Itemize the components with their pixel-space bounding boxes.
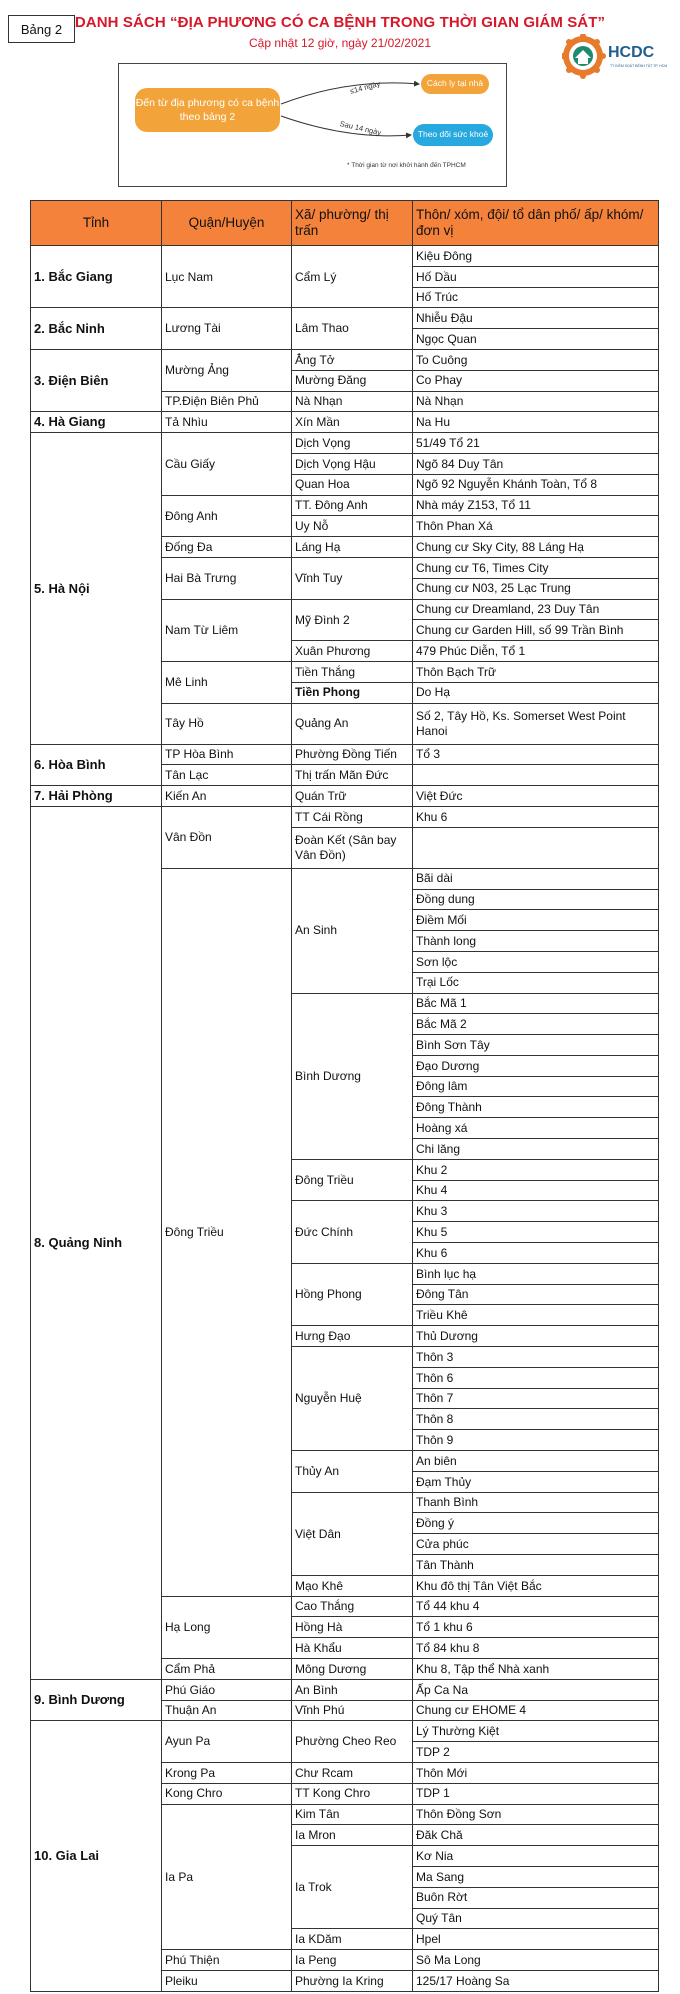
header-hamlet: Thôn/ xóm, đội/ tổ dân phố/ ấp/ khóm/ đơn vị: [413, 201, 659, 246]
hamlet-cell: Hoàng xá: [413, 1118, 659, 1139]
logo-text: HCDC: [608, 44, 655, 61]
hamlet-cell: Buôn Rờt: [413, 1887, 659, 1908]
hamlet-cell: Hố Trúc: [413, 287, 659, 308]
hamlet-cell: Quý Tân: [413, 1908, 659, 1929]
district-cell: TP Hòa Bình: [162, 744, 292, 765]
ward-cell: Mông Dương: [292, 1659, 413, 1680]
hamlet-cell: Đồng ý: [413, 1513, 659, 1534]
district-cell: Phú Thiện: [162, 1950, 292, 1971]
hamlet-cell: Sơn lộc: [413, 951, 659, 972]
header-province: Tỉnh: [31, 201, 162, 246]
district-cell: Đông Triều: [162, 868, 292, 1596]
hamlet-cell: Thôn Bạch Trữ: [413, 661, 659, 682]
province-cell: 1. Bắc Giang: [31, 246, 162, 308]
ward-cell: Quảng An: [292, 703, 413, 744]
ward-cell: An Sinh: [292, 868, 413, 993]
update-subtitle: Cập nhật 12 giờ, ngày 21/02/2021: [248, 36, 431, 50]
ward-cell: Ia KDăm: [292, 1929, 413, 1950]
hamlet-cell: Thôn 3: [413, 1347, 659, 1368]
hamlet-cell: Tổ 84 khu 8: [413, 1638, 659, 1659]
hamlet-cell: Bắc Mã 1: [413, 993, 659, 1014]
header-ward: Xã/ phường/ thị trấn: [292, 201, 413, 246]
district-cell: TP.Điện Biên Phủ: [162, 391, 292, 412]
hamlet-cell: 479 Phúc Diễn, Tổ 1: [413, 641, 659, 662]
district-cell: Tân Lạc: [162, 765, 292, 786]
ward-cell: Phường Ia Kring: [292, 1970, 413, 1991]
hamlet-cell: Thôn 6: [413, 1367, 659, 1388]
hamlet-cell: Tổ 1 khu 6: [413, 1617, 659, 1638]
hamlet-cell: Thôn 8: [413, 1409, 659, 1430]
ward-cell: Thị trấn Mãn Đức: [292, 765, 413, 786]
hamlet-cell: Chung cư Sky City, 88 Láng Hạ: [413, 537, 659, 558]
hamlet-cell: Kiệu Đông: [413, 246, 659, 267]
district-cell: Lục Nam: [162, 246, 292, 308]
district-cell: Krong Pa: [162, 1762, 292, 1783]
hamlet-cell: Ngõ 84 Duy Tân: [413, 453, 659, 474]
hamlet-cell: Đông Tân: [413, 1284, 659, 1305]
hamlet-cell: To Cuông: [413, 349, 659, 370]
hamlet-cell: Thôn Đồng Sơn: [413, 1804, 659, 1825]
hamlet-cell: Tổ 44 khu 4: [413, 1596, 659, 1617]
district-cell: Kong Chro: [162, 1783, 292, 1804]
province-cell: 3. Điện Biên: [31, 349, 162, 411]
hamlet-cell: Chi lăng: [413, 1139, 659, 1160]
hamlet-cell: Ngọc Quan: [413, 329, 659, 350]
hamlet-cell: Khu 2: [413, 1159, 659, 1180]
hamlet-cell: Ma Sang: [413, 1866, 659, 1887]
hamlet-cell: Hố Dầu: [413, 266, 659, 287]
district-cell: Hạ Long: [162, 1596, 292, 1658]
district-cell: Hai Bà Trưng: [162, 557, 292, 599]
province-cell: 6. Hòa Bình: [31, 744, 162, 786]
district-cell: Kiến An: [162, 786, 292, 807]
ward-cell: Ẳng Tở: [292, 349, 413, 370]
hamlet-cell: Thanh Bình: [413, 1492, 659, 1513]
within-14-days-label: ≤14 ngày: [349, 79, 382, 96]
ward-cell: Dịch Vọng Hậu: [292, 453, 413, 474]
ward-cell: Quán Trữ: [292, 786, 413, 807]
hamlet-cell: An biên: [413, 1451, 659, 1472]
district-cell: Ia Pa: [162, 1804, 292, 1950]
ward-cell: Quan Hoa: [292, 474, 413, 495]
hamlet-cell: Điềm Mối: [413, 910, 659, 931]
ward-cell: Xuân Phương: [292, 641, 413, 662]
after-14-days-label: Sau 14 ngày: [338, 119, 383, 138]
ward-cell: Hà Khẩu: [292, 1638, 413, 1659]
hamlet-cell: Việt Đức: [413, 786, 659, 807]
ward-cell: Láng Hạ: [292, 537, 413, 558]
province-cell: 8. Quảng Ninh: [31, 806, 162, 1679]
hamlet-cell: Bãi dài: [413, 868, 659, 889]
hamlet-cell: 125/17 Hoàng Sa: [413, 1970, 659, 1991]
hamlet-cell: Na Hu: [413, 412, 659, 433]
table-row: [31, 1679, 659, 1700]
ward-cell: Việt Dân: [292, 1492, 413, 1575]
ward-cell: Dịch Vọng: [292, 433, 413, 454]
ward-cell: Xín Mần: [292, 412, 413, 433]
hamlet-cell: Đông lâm: [413, 1076, 659, 1097]
hamlet-cell: Thôn Phan Xá: [413, 516, 659, 537]
source-node: Đến từ địa phương có ca bệnh theo bảng 2: [135, 88, 280, 132]
hamlet-cell: 51/49 Tổ 21: [413, 433, 659, 454]
ward-cell: Lâm Thao: [292, 308, 413, 350]
district-cell: Vân Đồn: [162, 806, 292, 868]
hamlet-cell: Tân Thành: [413, 1555, 659, 1576]
ward-cell: Tiền Thắng: [292, 661, 413, 682]
table-row: [31, 412, 659, 433]
logo-subtext: TT KIỂM SOÁT BỆNH TẬT TP. HCM: [610, 64, 668, 68]
home-isolation-node: Cách ly tại nhà: [421, 74, 489, 94]
table-row: [31, 806, 659, 827]
hamlet-cell: Bình lục hạ: [413, 1263, 659, 1284]
hamlet-cell: Đông Thành: [413, 1097, 659, 1118]
diagram-footnote: * Thời gian từ nơi khởi hành đến TPHCM: [347, 162, 466, 169]
district-cell: Đống Đa: [162, 537, 292, 558]
hamlet-cell: Khu đô thị Tân Việt Bắc: [413, 1575, 659, 1596]
ward-cell: TT Kong Chro: [292, 1783, 413, 1804]
hamlet-cell: Khu 6: [413, 806, 659, 827]
district-cell: Cẩm Phả: [162, 1659, 292, 1680]
ward-cell: Đức Chính: [292, 1201, 413, 1263]
district-cell: Ayun Pa: [162, 1721, 292, 1763]
hamlet-cell: Khu 6: [413, 1243, 659, 1264]
ward-cell: Chư Rcam: [292, 1762, 413, 1783]
flow-diagram: [118, 63, 507, 187]
province-cell: 9. Bình Dương: [31, 1679, 162, 1721]
hamlet-cell: Do Hạ: [413, 682, 659, 703]
ward-cell: Cẩm Lý: [292, 246, 413, 308]
province-cell: 10. Gia Lai: [31, 1721, 162, 1991]
hamlet-cell: Đạo Dương: [413, 1055, 659, 1076]
hamlet-cell: Trại Lốc: [413, 972, 659, 993]
table-row: [31, 744, 659, 765]
table-body: [31, 246, 659, 1992]
province-cell: 2. Bắc Ninh: [31, 308, 162, 350]
district-cell: Lương Tài: [162, 308, 292, 350]
ward-cell: Ia Trok: [292, 1846, 413, 1929]
hamlet-cell: Khu 3: [413, 1201, 659, 1222]
ward-cell: Đông Triều: [292, 1159, 413, 1201]
province-cell: 5. Hà Nội: [31, 433, 162, 744]
hamlet-cell: Bắc Mã 2: [413, 1014, 659, 1035]
district-cell: Pleiku: [162, 1970, 292, 1991]
hamlet-cell: Số 2, Tây Hồ, Ks. Somerset West Point Hanoi: [413, 703, 659, 744]
province-cell: 7. Hải Phòng: [31, 786, 162, 807]
hamlet-cell: Triều Khê: [413, 1305, 659, 1326]
hamlet-cell: Sô Ma Long: [413, 1950, 659, 1971]
ward-cell: TT. Đông Anh: [292, 495, 413, 516]
hamlet-cell: TDP 2: [413, 1742, 659, 1763]
district-cell: Mê Linh: [162, 661, 292, 703]
hamlet-cell: Thôn 7: [413, 1388, 659, 1409]
table-row: [31, 433, 659, 454]
hamlet-cell: TDP 1: [413, 1783, 659, 1804]
ward-cell: Phường Cheo Reo: [292, 1721, 413, 1763]
table-row: [31, 786, 659, 807]
table-row: [31, 308, 659, 329]
table-header-row: [31, 201, 659, 246]
hamlet-cell: Kơ Nia: [413, 1846, 659, 1867]
table-label: Bảng 2: [8, 15, 75, 43]
ward-cell: Cao Thắng: [292, 1596, 413, 1617]
ward-cell: Nguyễn Huệ: [292, 1347, 413, 1451]
hamlet-cell: Thôn 9: [413, 1430, 659, 1451]
hamlet-cell: Nhiễu Đậu: [413, 308, 659, 329]
hamlet-cell: Chung cư Dreamland, 23 Duy Tân: [413, 599, 659, 620]
district-cell: Nam Từ Liêm: [162, 599, 292, 661]
hamlet-cell: Nhà máy Z153, Tổ 11: [413, 495, 659, 516]
ward-cell: Vĩnh Tuy: [292, 557, 413, 599]
ward-cell: Phường Đồng Tiến: [292, 744, 413, 765]
hamlet-cell: Khu 8, Tập thể Nhà xanh: [413, 1659, 659, 1680]
ward-cell: Thủy An: [292, 1451, 413, 1493]
hamlet-cell: Cửa phúc: [413, 1534, 659, 1555]
hamlet-cell: Tổ 3: [413, 744, 659, 765]
district-cell: Phú Giáo: [162, 1679, 292, 1700]
ward-cell: Ia Peng: [292, 1950, 413, 1971]
hamlet-cell: Thành long: [413, 931, 659, 952]
hamlet-cell: Khu 4: [413, 1180, 659, 1201]
ward-cell: Kim Tân: [292, 1804, 413, 1825]
header-district: Quận/Huyện: [162, 201, 292, 246]
hamlet-cell: Bình Sơn Tây: [413, 1035, 659, 1056]
district-cell: Thuận An: [162, 1700, 292, 1721]
district-cell: Tả Nhìu: [162, 412, 292, 433]
district-cell: Đông Anh: [162, 495, 292, 537]
district-cell: Mường Ảng: [162, 349, 292, 391]
hamlet-cell: Chung cư T6, Times City: [413, 557, 659, 578]
ward-cell: Uy Nỗ: [292, 516, 413, 537]
ward-cell: Mỹ Đình 2: [292, 599, 413, 641]
province-cell: 4. Hà Giang: [31, 412, 162, 433]
ward-cell: Mạo Khê: [292, 1575, 413, 1596]
hamlet-cell: [413, 827, 659, 868]
district-cell: Tây Hồ: [162, 703, 292, 744]
hamlet-cell: Đồng dung: [413, 889, 659, 910]
ward-cell: Nà Nhạn: [292, 391, 413, 412]
hamlet-cell: [413, 765, 659, 786]
ward-cell: Hưng Đạo: [292, 1326, 413, 1347]
hamlet-cell: Ấp Ca Na: [413, 1679, 659, 1700]
hamlet-cell: Chung cư Garden Hill, số 99 Trần Bình: [413, 620, 659, 641]
ward-cell: Bình Dương: [292, 993, 413, 1159]
ward-cell: Hồng Hà: [292, 1617, 413, 1638]
ward-cell: Ia Mron: [292, 1825, 413, 1846]
ward-cell: Vĩnh Phú: [292, 1700, 413, 1721]
hamlet-cell: Ngõ 92 Nguyễn Khánh Toàn, Tổ 8: [413, 474, 659, 495]
hamlet-cell: Thôn Mới: [413, 1762, 659, 1783]
page-title: DANH SÁCH “ĐỊA PHƯƠNG CÓ CA BỆNH TRONG THỜI GIAN GIÁM SÁT”: [74, 14, 606, 31]
hamlet-cell: Khu 5: [413, 1222, 659, 1243]
ward-cell: Đoàn Kết (Sân bay Vân Đồn): [292, 827, 413, 868]
hamlet-cell: Đạm Thủy: [413, 1471, 659, 1492]
header: [0, 0, 680, 200]
table-row: [31, 349, 659, 370]
hamlet-cell: Co Phay: [413, 370, 659, 391]
table-row: [31, 1721, 659, 1742]
hamlet-cell: Hpel: [413, 1929, 659, 1950]
hamlet-cell: Đăk Chă: [413, 1825, 659, 1846]
ward-cell: Tiền Phong: [292, 682, 413, 703]
table-row: [31, 246, 659, 267]
locations-table: [30, 200, 659, 1992]
ward-cell: Hồng Phong: [292, 1263, 413, 1325]
hamlet-cell: Chung cư EHOME 4: [413, 1700, 659, 1721]
ward-cell: TT Cái Rồng: [292, 806, 413, 827]
hamlet-cell: Thủ Dương: [413, 1326, 659, 1347]
health-monitor-node: Theo dõi sức khoẻ: [413, 124, 493, 146]
ward-cell: Mường Đăng: [292, 370, 413, 391]
ward-cell: An Bình: [292, 1679, 413, 1700]
hamlet-cell: Lý Thường Kiệt: [413, 1721, 659, 1742]
district-cell: Cầu Giấy: [162, 433, 292, 495]
hamlet-cell: Nà Nhạn: [413, 391, 659, 412]
hamlet-cell: Chung cư N03, 25 Lạc Trung: [413, 578, 659, 599]
